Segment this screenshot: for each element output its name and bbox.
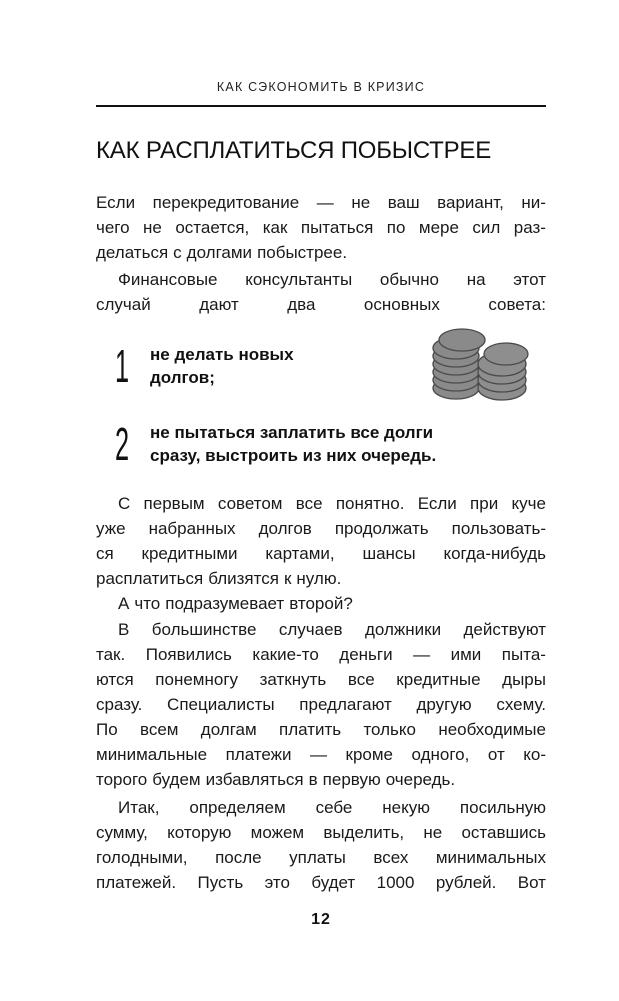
word: расплатиться	[96, 569, 204, 588]
word: остается,	[175, 218, 250, 237]
word: заткнуть	[259, 670, 327, 689]
advice-line: не делать новых	[150, 345, 294, 364]
text-line	[96, 190, 546, 215]
text-line	[96, 541, 546, 566]
word: этот	[513, 270, 546, 289]
word: Если	[96, 193, 136, 212]
coin-stack-right	[478, 343, 528, 400]
word: себе	[315, 798, 353, 817]
word: некую	[382, 798, 430, 817]
text-line	[96, 870, 546, 895]
word: делаться	[96, 243, 169, 262]
section-title: КАК РАСПЛАТИТЬСЯ ПОБЫСТРЕЕ	[96, 137, 492, 164]
advice-line: сразу, выстроить из них очередь.	[150, 446, 437, 465]
word: сумму,	[96, 823, 148, 842]
advice-line: долгов;	[150, 368, 215, 387]
word: это	[264, 873, 290, 892]
word: не	[143, 218, 162, 237]
word: —	[310, 745, 327, 764]
paragraph-intro-2	[96, 267, 546, 317]
word: ни-	[521, 193, 546, 212]
word: С	[118, 494, 131, 513]
word: платить	[279, 720, 342, 739]
word: деньги	[339, 645, 393, 664]
word: подразумевает	[165, 594, 285, 613]
word: будет	[311, 873, 356, 892]
word: Появились	[145, 645, 232, 664]
word: пользовать-	[451, 519, 546, 538]
word: долгам	[200, 720, 257, 739]
word: куче	[511, 494, 546, 513]
word: платежи	[225, 745, 292, 764]
word: которую	[167, 823, 232, 842]
advice-number: 2	[115, 418, 130, 470]
word: шансы	[362, 544, 416, 563]
text-line	[96, 717, 546, 742]
word: рублей.	[435, 873, 497, 892]
word: обычно	[379, 270, 440, 289]
text-line	[96, 292, 546, 317]
word: посильную	[459, 798, 546, 817]
advice-text	[150, 343, 294, 389]
word: случай	[96, 295, 151, 314]
word: кредитные	[396, 670, 481, 689]
word: сил	[472, 218, 501, 237]
header-rule	[96, 105, 546, 107]
word: совета:	[488, 295, 546, 314]
word: оставшись	[461, 823, 546, 842]
word: нулю.	[296, 569, 342, 588]
word: предлагают	[299, 695, 392, 714]
paragraph-5	[96, 617, 546, 792]
word: когда-нибудь	[443, 544, 546, 563]
word: мере	[418, 218, 459, 237]
word: основных	[363, 295, 440, 314]
word: понемногу	[155, 670, 239, 689]
word: к	[283, 569, 292, 588]
word: По	[96, 720, 118, 739]
word: Специалисты	[167, 695, 275, 714]
paragraph-6	[96, 795, 546, 895]
word: что	[134, 594, 161, 613]
text-line	[96, 642, 546, 667]
word: выделить,	[323, 823, 405, 842]
word: при	[470, 494, 499, 513]
text-line	[96, 845, 546, 870]
word: после	[215, 848, 262, 867]
word: советом	[217, 494, 283, 513]
word: всех	[373, 848, 409, 867]
text-line	[96, 591, 546, 616]
text-line	[96, 240, 546, 265]
word: минимальные	[96, 745, 208, 764]
paragraph-4	[96, 591, 546, 616]
word: 1000	[376, 873, 415, 892]
word: не	[351, 193, 371, 212]
word: очередь.	[385, 770, 456, 789]
page-number: 12	[311, 911, 331, 928]
word: Пусть	[197, 873, 244, 892]
word: Вот	[517, 873, 546, 892]
word: другую	[416, 695, 472, 714]
word: минимальных	[435, 848, 546, 867]
word: определяем	[189, 798, 286, 817]
advice-item-2	[115, 418, 437, 470]
word: два	[287, 295, 316, 314]
word: пытаться	[300, 218, 374, 237]
word: все	[347, 670, 375, 689]
paragraph-intro-1	[96, 190, 546, 265]
advice-text	[150, 421, 436, 467]
word: по	[386, 218, 406, 237]
word: первую	[322, 770, 381, 789]
text-line	[96, 617, 546, 642]
text-line	[96, 215, 546, 240]
coin-stack-left	[433, 329, 485, 399]
word: уплаты	[289, 848, 346, 867]
word: всем	[140, 720, 179, 739]
word: должники	[364, 620, 442, 639]
word: на	[466, 270, 486, 289]
text-line	[96, 742, 546, 767]
word: платежей.	[96, 873, 177, 892]
word: Если	[417, 494, 457, 513]
word: долгами	[186, 243, 253, 262]
advice-item-1	[115, 340, 294, 392]
running-header: КАК СЭКОНОМИТЬ В КРИЗИС	[216, 80, 426, 94]
word: —	[316, 193, 334, 212]
word: ются	[96, 670, 134, 689]
word: В	[118, 620, 130, 639]
word: можем	[250, 823, 305, 842]
word: А	[118, 594, 130, 613]
word: случаев	[278, 620, 343, 639]
word: в	[308, 770, 318, 789]
text-line	[96, 795, 546, 820]
word: голодными,	[96, 848, 188, 867]
word: продолжать	[334, 519, 429, 538]
word: набранных	[148, 519, 236, 538]
text-line	[96, 267, 546, 292]
word: только	[363, 720, 416, 739]
word: —	[413, 645, 431, 664]
text-line	[96, 516, 546, 541]
word: долгов	[258, 519, 312, 538]
coins-icon	[428, 326, 538, 406]
word: не	[423, 823, 443, 842]
word: кредитными	[141, 544, 238, 563]
word: картами,	[265, 544, 335, 563]
word: Итак,	[118, 798, 160, 817]
text-line	[96, 566, 546, 591]
text-line	[96, 491, 546, 516]
word: ими	[450, 645, 482, 664]
word: будем	[152, 770, 201, 789]
word: второй?	[289, 594, 353, 613]
advice-number: 1	[115, 340, 130, 392]
word: побыстрее.	[257, 243, 348, 262]
word: ся	[96, 544, 114, 563]
word: понятно.	[335, 494, 405, 513]
advice-line: не пытаться заплатить все долги	[150, 423, 434, 442]
word: чего	[96, 218, 130, 237]
word: какие-то	[252, 645, 319, 664]
word: необходимые	[438, 720, 546, 739]
word: схему.	[496, 695, 546, 714]
word: действуют	[463, 620, 546, 639]
text-line	[96, 820, 546, 845]
word: большинстве	[151, 620, 257, 639]
word: одного,	[411, 745, 470, 764]
word: ваш	[387, 193, 420, 212]
word: как	[262, 218, 288, 237]
word: перекредитование	[152, 193, 300, 212]
word: первым	[143, 494, 205, 513]
word: кроме	[345, 745, 393, 764]
word: так.	[96, 645, 126, 664]
paragraph-3	[96, 491, 546, 591]
word: уже	[96, 519, 126, 538]
word: торого	[96, 770, 148, 789]
word: ко-	[523, 745, 546, 764]
word: с	[173, 243, 182, 262]
word: Финансовые	[118, 270, 218, 289]
text-line	[96, 767, 546, 792]
word: вариант,	[437, 193, 504, 212]
text-line	[96, 667, 546, 692]
word: от	[487, 745, 505, 764]
word: близятся	[208, 569, 279, 588]
word: избавляться	[205, 770, 304, 789]
word: пыта-	[501, 645, 546, 664]
word: дыры	[502, 670, 546, 689]
word: все	[295, 494, 323, 513]
word: сразу.	[96, 695, 143, 714]
word: консультанты	[245, 270, 353, 289]
text-line	[96, 692, 546, 717]
word: раз-	[513, 218, 546, 237]
word: дают	[199, 295, 239, 314]
